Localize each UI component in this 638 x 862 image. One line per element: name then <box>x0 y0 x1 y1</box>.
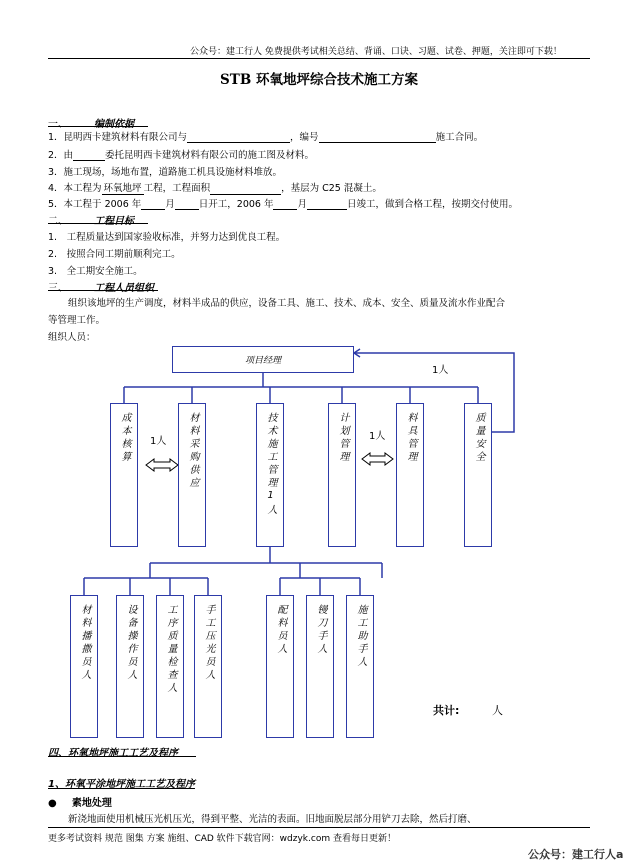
footer-rule <box>48 827 590 828</box>
material-spreader-box: 材料播撒员人 <box>70 595 98 738</box>
material-procurement-box: 材料采购供应 <box>178 403 206 547</box>
org-description-1: 组织该地坪的生产调度，材料半成品的供应，设备工具、施工、技术、成本、安全、质量及流水作业配合 <box>68 298 506 309</box>
section-4-title: 四、环氧地坪施工工艺及程序 <box>48 748 178 759</box>
section-1-number: 一、 <box>48 119 68 130</box>
watermark: 公众号：建工行人a <box>528 848 624 861</box>
goal-3: 3. 全工期安全施工。 <box>48 266 143 277</box>
annotation-mid-count: 1人 <box>369 431 386 442</box>
basis-line-5: 5．本工程于 2006 年 月 日开工，2006 年 月 日竣工，做到合格工程，按期交付使用。 <box>48 199 519 210</box>
annotation-left-count: 1人 <box>150 436 167 447</box>
cost-accounting-box: 成本核算 <box>110 403 138 547</box>
equipment-operator-box: 设备操作员人 <box>116 595 144 738</box>
total-unit: 人 <box>492 704 503 717</box>
header-note: 公众号：建工行人 免费提供考试相关总结、背诵、口诀、习题、试卷、押题，关注即可下载！ <box>190 47 562 57</box>
tools-management-box: 料具管理 <box>396 403 424 547</box>
project-manager-label: 项目经理 <box>244 356 281 366</box>
process-text: 新浇地面使用机械压光机压光，得到平整、光洁的表面。旧地面脱层部分用铲刀去除，然后打磨、 <box>68 814 477 825</box>
goal-2: 2. 按照合同工期前顺利完工。 <box>48 249 181 260</box>
section-3-number: 三、 <box>48 283 68 294</box>
trowel-hand-box: 镘刀手人 <box>306 595 334 738</box>
construction-assistant-box: 施工助手人 <box>346 595 374 738</box>
bullet-dot-icon: ● <box>48 798 57 809</box>
technical-management-box: 技术施工管理1人 <box>256 403 284 547</box>
quality-safety-box: 质量安全 <box>464 403 492 547</box>
mixer-box: 配料员人 <box>266 595 294 738</box>
basis-line-2: 2．由 委托昆明西卡建筑材料有限公司的施工图及材料。 <box>48 150 315 161</box>
planning-management-box: 计划管理 <box>328 403 356 547</box>
basis-line-4: 4．本工程为 环氧地坪 工程，工程面积 ，基层为 C25 混凝土。 <box>48 183 382 194</box>
basis-line-3: 3．施工现场，场地布置，道路施工机具设施材料堆放。 <box>48 167 283 178</box>
hand-troweler-box: 手工压光员人 <box>194 595 222 738</box>
annotation-top-count: 1人 <box>432 365 449 376</box>
basis-line-1: 1．昆明西卡建筑材料有限公司与 ，编号 施工合同。 <box>48 132 484 143</box>
project-manager-box <box>172 346 354 373</box>
goal-1: 1. 工程质量达到国家验收标准，并努力达到优良工程。 <box>48 232 286 243</box>
section-2-number: 二、 <box>48 216 68 227</box>
section-3-title: 工程人员组织 <box>94 283 154 294</box>
page-title: STB 环氧地坪综合技术施工方案 <box>220 72 418 88</box>
process-bullet <box>48 794 112 809</box>
staff-label: 组织人员： <box>48 332 96 343</box>
org-description-2: 等管理工作。 <box>48 315 106 326</box>
process-subtitle: 1、环氧平涂地坪施工工艺及程序 <box>48 779 195 790</box>
process-inspector-box: 工序质量检查人 <box>156 595 184 738</box>
total-label: 共计: <box>433 704 460 717</box>
section-4-underline <box>48 756 196 757</box>
section-1-title: 编制依据 <box>94 119 134 130</box>
footer-note: 更多考试资料 规范 图集 方案 施组、CAD 软件下载官网：wdzyk.com 查看每日更新！ <box>48 834 396 844</box>
process-bullet-label: 素地处理 <box>71 798 112 809</box>
section-2-title: 工程目标 <box>94 216 134 227</box>
